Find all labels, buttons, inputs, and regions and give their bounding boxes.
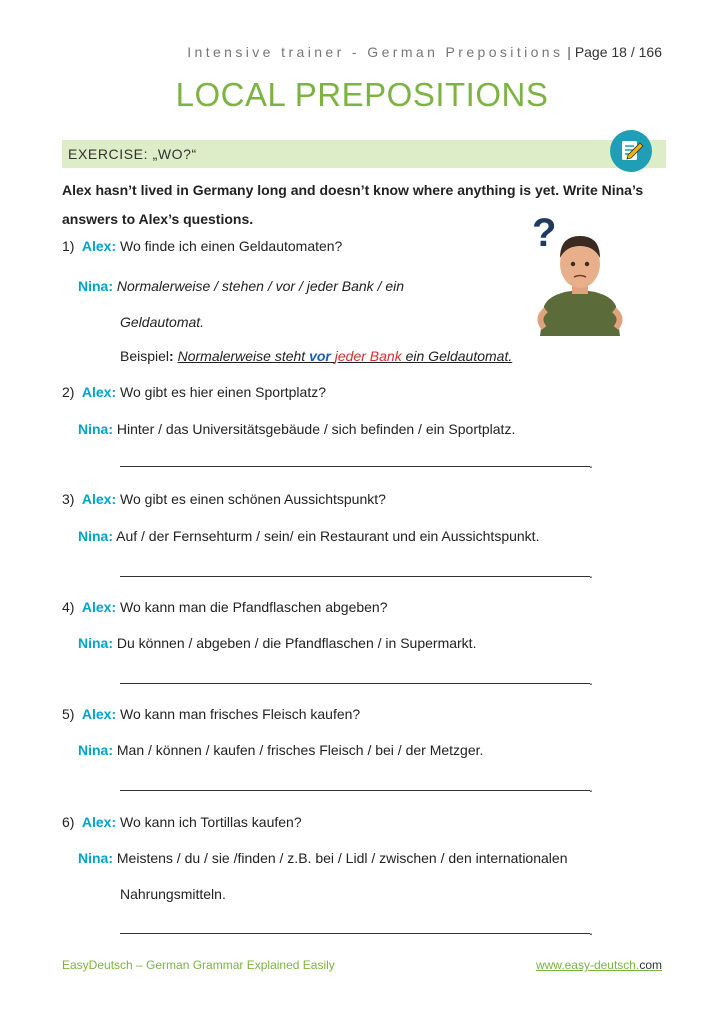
prompt-text-continued: Nahrungsmitteln. [120,886,226,902]
prompt-row [78,528,539,544]
exercise-instructions: Alex hasn’t lived in Germany long and doesn’t know where anything is yet. Write Nina’s answers to Alex’s questions. [62,182,644,227]
example-part2: ein Geldautomat. [401,348,513,364]
prompt-text: Normalerweise / stehen / vor / jeder Bank / ein [116,278,405,294]
footer-website-link[interactable] [536,958,662,972]
example-part1: Normalerweise steht [177,348,310,364]
example-answer [120,348,512,364]
example-preposition: vor [309,348,331,364]
speaker-alex: Alex: [81,814,117,830]
prompt-text: Meistens / du / sie /finden / z.B. bei / Lidl / zwischen / den internationalen [116,850,568,866]
question-text: Wo finde ich einen Geldautomaten? [120,238,343,254]
svg-text:?: ? [532,211,557,255]
page-number: Page 18 / 166 [574,44,662,60]
example-article-noun: jeder Bank [334,348,402,364]
prompt-text: Man / können / kaufen / frisches Fleisch / bei / der Metzger. [116,742,484,758]
answer-period: . [589,672,593,688]
trainer-title: Intensive trainer - German Prepositions [187,44,564,60]
speaker-alex: Alex: [81,491,117,507]
question-text: Wo gibt es einen schönen Aussichtspunkt? [120,491,386,507]
question-row [62,599,388,615]
question-text: Wo kann man frisches Fleisch kaufen? [120,706,361,722]
answer-line[interactable] [120,576,590,577]
prompt-row [78,635,476,651]
speaker-nina: Nina: [78,421,113,437]
prompt-text-continued: Geldautomat. [120,314,205,330]
prompt-row [78,742,483,758]
exercise-label: EXERCISE: „WO?“ [68,146,197,162]
answer-line[interactable] [120,790,590,791]
speaker-alex: Alex: [81,384,117,400]
question-number: 1) [62,238,75,254]
prompt-row [78,850,567,866]
question-row [62,384,326,400]
answer-period: . [589,779,593,795]
question-row [62,491,386,507]
pencil-note-icon [610,130,652,172]
question-text: Wo gibt es hier einen Sportplatz? [120,384,326,400]
speaker-nina: Nina: [78,850,113,866]
confused-avatar [530,206,630,336]
prompt-text: Du können / abgeben / die Pfandflaschen / in Supermarkt. [116,635,477,651]
speaker-nina: Nina: [78,742,113,758]
speaker-alex: Alex: [81,238,117,254]
page-title: LOCAL PREPOSITIONS [175,76,549,113]
example-sentence [178,348,513,364]
question-number: 6) [62,814,75,830]
answer-line[interactable] [120,466,590,467]
answer-period: . [589,922,593,938]
question-text: Wo kann man die Pfandflaschen abgeben? [120,599,388,615]
question-row [62,814,302,830]
question-number: 3) [62,491,75,507]
speaker-alex: Alex: [81,599,117,615]
prompt-row [78,421,515,437]
answer-period: . [589,455,593,471]
question-number: 5) [62,706,75,722]
answer-line[interactable] [120,683,590,684]
question-number: 2) [62,384,75,400]
question-row [62,706,360,722]
example-label: Beispiel [120,348,170,364]
footer-url-main: www.easy-deutsch. [535,958,640,972]
question-number: 4) [62,599,75,615]
prompt-text: Auf / der Fernsehturm / sein/ ein Restaurant und ein Aussichtspunkt. [116,528,540,544]
prompt-text: Hinter / das Universitätsgebäude / sich befinden / ein Sportplatz. [116,421,516,437]
prompt-row [78,278,404,294]
example-colon: : [169,348,174,364]
question-row [62,238,342,254]
exercise-bar [62,140,666,168]
header-separator: | [567,44,571,60]
answer-line[interactable] [120,933,590,934]
footer-brand: EasyDeutsch – German Grammar Explained Easily [62,958,335,972]
speaker-nina: Nina: [78,528,113,544]
page-header [187,44,662,60]
question-text: Wo kann ich Tortillas kaufen? [120,814,302,830]
answer-period: . [589,565,593,581]
footer-url-tld: com [639,958,662,972]
speaker-nina: Nina: [78,635,113,651]
speaker-alex: Alex: [81,706,117,722]
speaker-nina: Nina: [78,278,113,294]
